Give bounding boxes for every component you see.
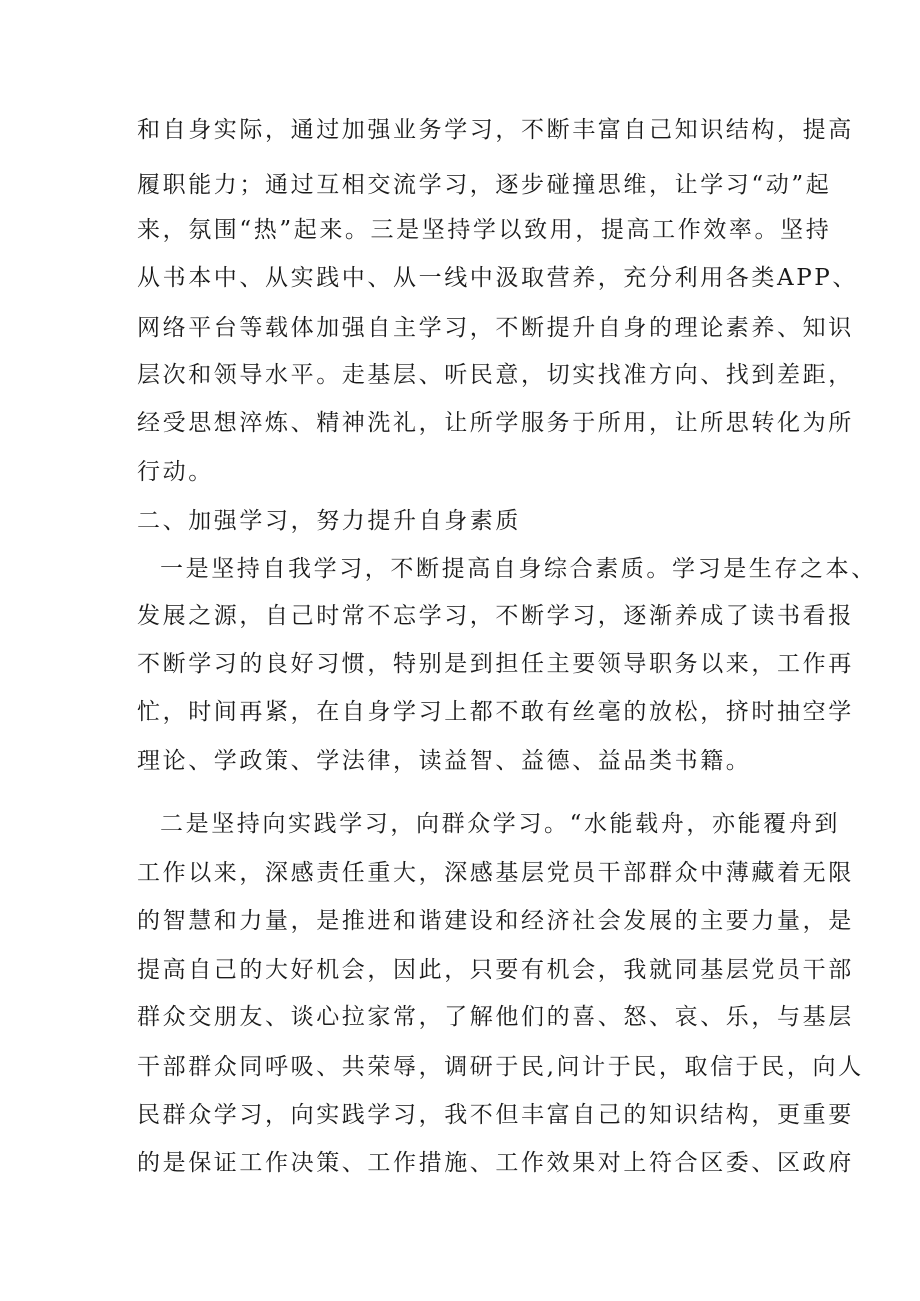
paragraph-line: 发展之源，自己时常不忘学习，不断学习，逐渐养成了读书看报 xyxy=(137,603,854,629)
paragraph-line: 理论、学政策、学法律，读益智、益德、益品类书籍。 xyxy=(137,748,752,774)
paragraph-line: 的智慧和力量，是推进和谐建设和经济社会发展的主要力量，是 xyxy=(137,908,854,934)
paragraph-line: 群众交朋友、谈心拉家常，了解他们的喜、怒、哀、乐，与基层 xyxy=(137,1004,854,1030)
paragraph-line: 不断学习的良好习惯，特别是到担任主要领导职务以来，工作再 xyxy=(137,651,854,677)
paragraph-line: 从书本中、从实践中、从一线中汲取营养，充分利用各类APP、 xyxy=(137,265,858,291)
paragraph-line: 干部群众同呼吸、共荣辱，调研于民,问计于民，取信于民，向人 xyxy=(137,1054,864,1080)
paragraph-line: 经受思想淬炼、精神洗礼，让所学服务于所用，让所思转化为所 xyxy=(137,410,854,436)
paragraph-line: 一是坚持自我学习，不断提高自身综合素质。学习是生存之本、 xyxy=(160,556,877,582)
paragraph-line: 行动。 xyxy=(137,459,214,485)
paragraph-line: 民群众学习，向实践学习，我不但丰富自己的知识结构，更重要 xyxy=(137,1102,854,1128)
paragraph-line: 网络平台等载体加强自主学习，不断提升自身的理论素养、知识 xyxy=(137,315,854,341)
section-heading: 二、加强学习，努力提升自身素质 xyxy=(137,508,521,534)
paragraph-line: 提高自己的大好机会，因此，只要有机会，我就同基层党员干部 xyxy=(137,957,854,983)
paragraph-line: 忙，时间再紧，在自身学习上都不敢有丝毫的放松，挤时抽空学 xyxy=(137,699,854,725)
paragraph-line: 层次和领导水平。走基层、听民意，切实找准方向、找到差距， xyxy=(137,362,854,388)
paragraph-line: 二是坚持向实践学习，向群众学习。“水能载舟，亦能覆舟到 xyxy=(160,811,840,837)
paragraph-line: 来，氛围“热”起来。三是坚持学以致用，提高工作效率。坚持 xyxy=(137,217,832,243)
paragraph-line: 工作以来，深感责任重大，深感基层党员干部群众中薄藏着无限 xyxy=(137,860,854,886)
paragraph-line: 和自身实际，通过加强业务学习，不断丰富自己知识结构，提高 xyxy=(137,117,854,143)
paragraph-line: 履职能力；通过互相交流学习，逐步碰撞思维，让学习“动”起 xyxy=(137,172,832,198)
paragraph-line: 的是保证工作决策、工作措施、工作效果对上符合区委、区政府 xyxy=(137,1150,854,1176)
